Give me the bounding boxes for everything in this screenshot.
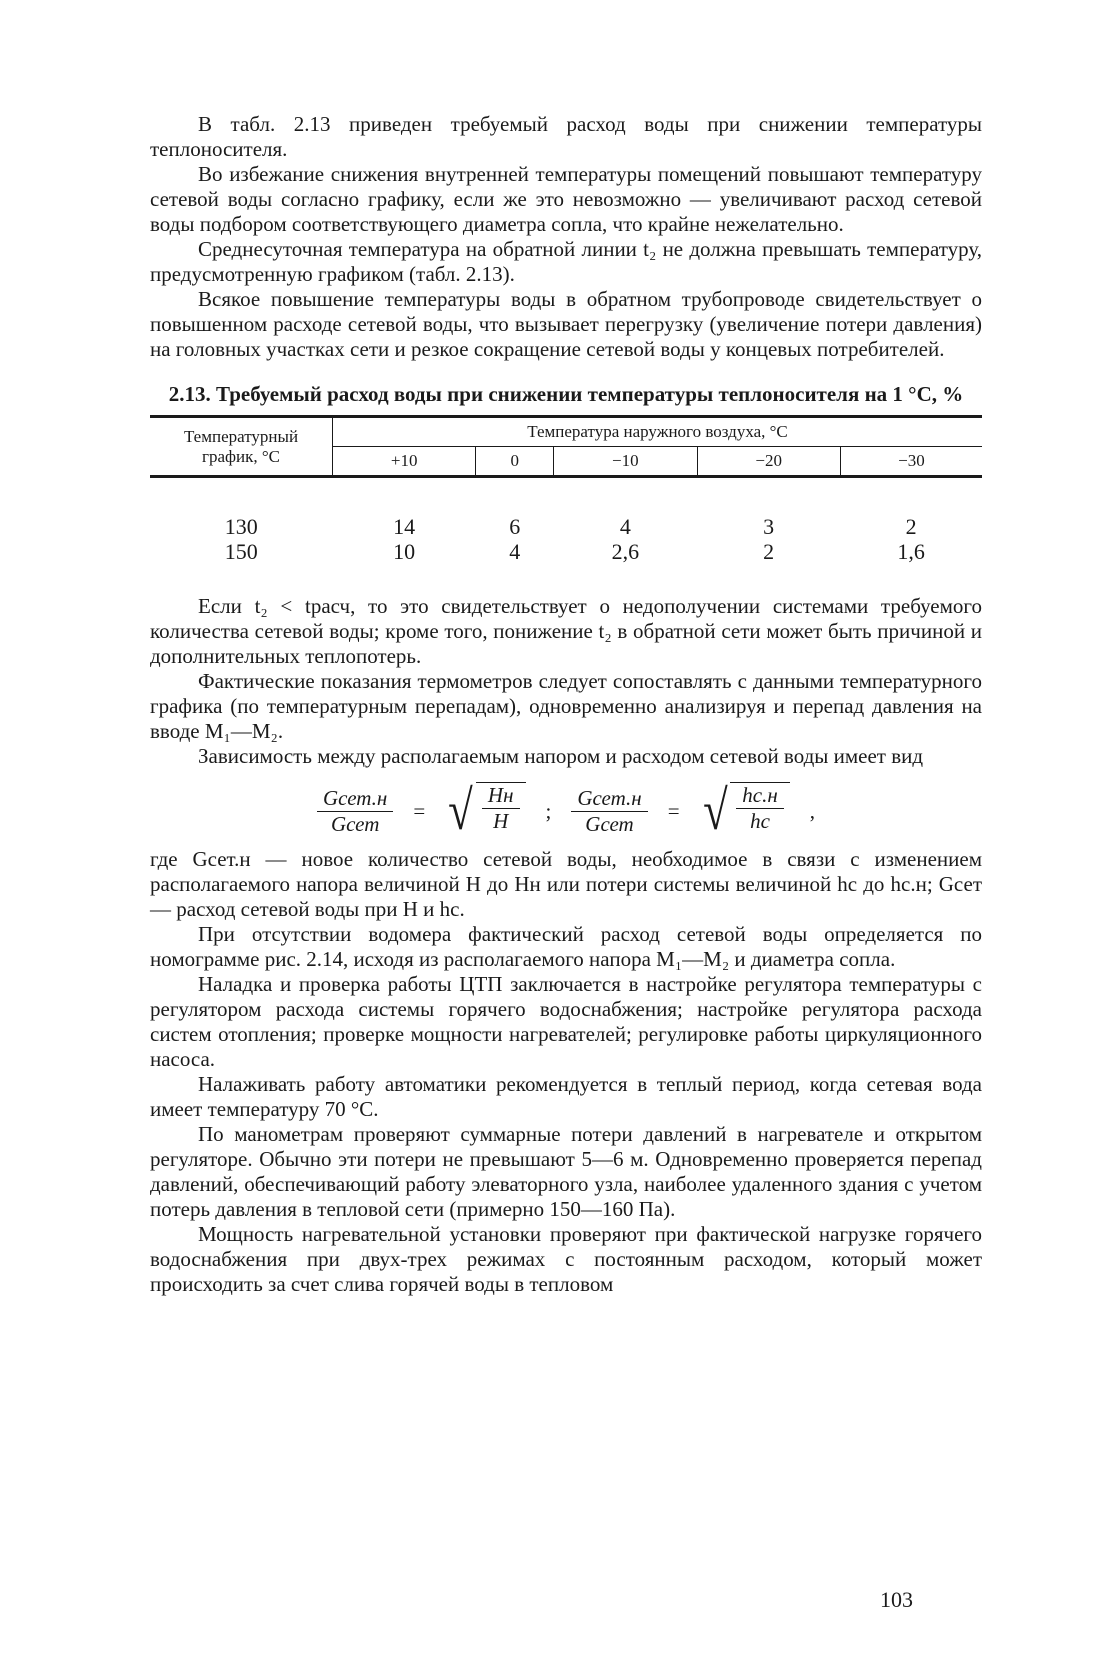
formula: $\frac{\text{Gсет.н}}{\text{Gсет}}$ = √ $\frac{Hн}{H}$ ; $\frac{\text{Gсет.н}}{\text{Gсет}}$ = √ $\frac{hс.н}{hс}$ , — [150, 783, 982, 839]
fraction — [571, 786, 647, 837]
row-label: 150 — [224, 539, 258, 564]
table-row — [150, 514, 982, 539]
table-cell: 2,6 — [611, 539, 640, 564]
paragraph: где Gсет.н — новое количество сетевой воды, необходимое в связи с изменением располагаемого напора величиной H до Hн или потери системы величиной hс до hс.н; Gсет — расход сетевой воды при H и hс. — [150, 847, 982, 921]
page-content — [150, 112, 982, 1297]
paragraph: Наладка и проверка работы ЦТП заключается в настройке регулятора температуры с регулятором расхода системы горячего водоснабжения; настройке регулятора расхода систем отопления; проверке мощности нагревателей; регулировке работы циркуляционного насоса. — [150, 972, 982, 1071]
column-header: −20 — [697, 447, 840, 477]
column-header: +10 — [333, 447, 476, 477]
denominator: Gсет — [330, 811, 380, 836]
table-row — [150, 539, 982, 564]
column-header: −10 — [554, 447, 697, 477]
table-cell: 4 — [619, 514, 631, 539]
table-cell: 14 — [393, 514, 416, 539]
numerator: hс.н — [736, 783, 784, 809]
numerator: Gсет.н — [317, 786, 393, 812]
row-label: 130 — [224, 514, 258, 539]
denominator: hс — [750, 809, 770, 833]
paragraph: В табл. 2.13 приведен требуемый расход воды при снижении температуры теплоносителя. — [150, 112, 982, 161]
paragraph: Фактические показания термометров следует сопоставлять с данными температурного графика (по температурным перепадам), одновременно анализируя и перепад давления на вводе M₁—M₂. — [150, 669, 982, 743]
paragraph: При отсутствии водомера фактический расход сетевой воды определяется по номограмме рис. 2.14, исходя из располагаемого напора M₁—M₂ и диаметра сопла. — [150, 922, 982, 971]
table-caption: 2.13. Требуемый расход воды при снижении температуры теплоносителя на 1 °С, % — [168, 382, 964, 406]
column-header: −30 — [840, 447, 982, 477]
formula-end: , — [809, 798, 816, 823]
paragraph: Во избежание снижения внутренней температуры помещений повышают температуру сетевой воды согласно графику, если же это невозможно — увеличивают расход сетевой воды подбором соответствующего диаметра сопла, что крайне нежелательно. — [150, 162, 982, 236]
data-table — [150, 415, 982, 564]
square-root: √ $\frac{Hн}{H}$ — [445, 783, 525, 839]
paragraph: Мощность нагревательной установки проверяют при фактической нагрузке горячего водоснабжения при двух-трех режимах с постоянным расходом, который может происходить за счет слива горячей воды в тепловом — [150, 1222, 982, 1296]
numerator: Gсет.н — [571, 786, 647, 812]
table-cell: 6 — [509, 514, 521, 539]
fraction — [317, 786, 393, 837]
denominator: Gсет — [585, 811, 634, 836]
row-header: Температурный график, °С — [150, 417, 333, 477]
table-cell: 10 — [393, 539, 416, 564]
paragraph: Зависимость между располагаемым напором и расходом сетевой воды имеет вид — [198, 744, 924, 768]
paragraph: По манометрам проверяют суммарные потери давлений в нагревателе и открытом регуляторе. Обычно эти потери не превышают 5—6 м. Одновременно проверяется перепад давлений, обеспечивающий работу элеваторного узла, наиболее удаленного здания с учетом потерь давления в тепловой сети (примерно 150—160 Па). — [150, 1122, 982, 1221]
square-root: √ $\frac{hс.н}{hс}$ — [700, 783, 790, 839]
table-cell: 4 — [509, 539, 521, 564]
table-cell: 2 — [763, 539, 775, 564]
page-number: 103 — [880, 1587, 913, 1612]
table-cell: 1,6 — [897, 539, 925, 564]
denominator: H — [493, 809, 509, 833]
numerator: Hн — [482, 783, 520, 809]
column-header: 0 — [476, 447, 554, 477]
formula-separator: ; — [545, 798, 552, 823]
group-header: Температура наружного воздуха, °С — [333, 417, 983, 447]
paragraph: Всякое повышение температуры воды в обратном трубопроводе свидетельствует о повышенном расходе сетевой воды, что вызывает перегрузку (увеличение потери давления) на головных участках сети и резкое сокращение сетевой воды у концевых потребителей. — [150, 287, 982, 361]
paragraph: Налаживать работу автоматики рекомендуется в теплый период, когда сетевая вода имеет температуру 70 °С. — [150, 1072, 982, 1121]
table-cell: 2 — [905, 514, 917, 539]
paragraph: Если t₂ < tрасч, то это свидетельствует о недополучении системами требуемого количества сетевой воды; кроме того, понижение t₂ в обратной сети может быть причиной и дополнительных теплопотерь. — [150, 594, 982, 668]
paragraph: Среднесуточная температура на обратной линии t₂ не должна превышать температуру, предусмотренную графиком (табл. 2.13). — [150, 237, 982, 286]
table-cell: 3 — [763, 514, 775, 539]
